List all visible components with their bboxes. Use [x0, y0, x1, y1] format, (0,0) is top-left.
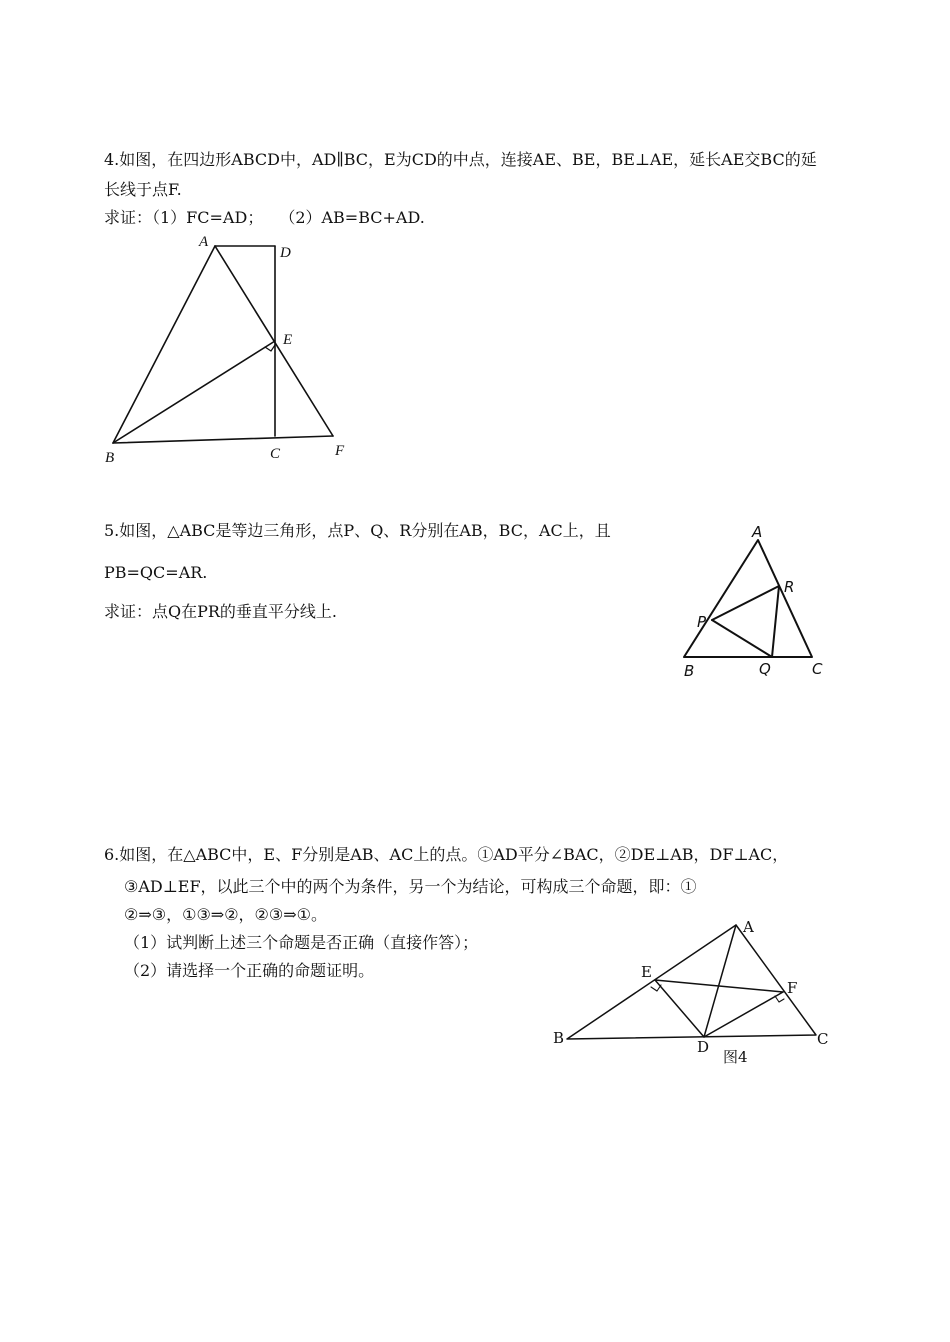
label-F: F — [787, 979, 798, 997]
label-A: A — [743, 918, 754, 936]
problem-5-prove-line: 求证：点Q在PR的垂直平分线上. — [104, 602, 338, 621]
label-R: R — [784, 578, 795, 596]
segment-DE — [655, 980, 704, 1037]
right-angle-mark-F — [775, 996, 784, 1002]
problem-4-text-line-2: 长线于点F. — [104, 180, 182, 199]
problem-6-text-line-2: ③AD⊥EF，以此三个中的两个为条件，另一个为结论，可构成三个命题，即：① — [124, 877, 697, 896]
problem-4-text-line-1: 4.如图，在四边形ABCD中，AD∥BC，E为CD的中点，连接AE、BE，BE⊥AE，延长AE交BC的延 — [104, 150, 817, 169]
label-C: C — [817, 1030, 829, 1048]
figure-caption: 图4 — [723, 1048, 748, 1066]
problem-5-text-line-2: PB=QC=AR. — [104, 563, 208, 582]
label-E: E — [641, 963, 652, 981]
problem-6-question-1: （1）试判断上述三个命题是否正确（直接作答）； — [124, 933, 479, 952]
segment-AD — [704, 925, 736, 1037]
label-B: B — [105, 450, 115, 466]
label-F: F — [335, 443, 345, 459]
problem-6-question-2: （2）请选择一个正确的命题证明。 — [124, 961, 375, 980]
label-C: C — [812, 660, 823, 678]
label-C: C — [270, 446, 281, 462]
label-A: A — [752, 523, 763, 541]
label-Q: Q — [759, 660, 771, 678]
segment-DF — [704, 992, 783, 1037]
label-B: B — [684, 662, 695, 680]
problem-5-text-line-1: 5.如图，△ABC是等边三角形，点P、Q、R分别在AB，BC，AC上，且 — [104, 521, 611, 540]
label-E: E — [283, 332, 293, 348]
problem-4-prove-line: 求证：（1）FC=AD； （2）AB=BC+AD. — [104, 208, 425, 227]
label-D: D — [697, 1038, 710, 1056]
label-D: D — [280, 245, 291, 261]
label-P: P — [697, 613, 707, 631]
label-B: B — [553, 1029, 565, 1047]
label-A: A — [199, 234, 209, 250]
problem-6-text-line-1: 6.如图，在△ABC中，E、F分别是AB、AC上的点。①AD平分∠BAC，②DE⊥AB，DF⊥AC， — [104, 845, 789, 864]
problem-6-text-line-3: ②⇒③，①③⇒②，②③⇒①。 — [124, 905, 327, 924]
